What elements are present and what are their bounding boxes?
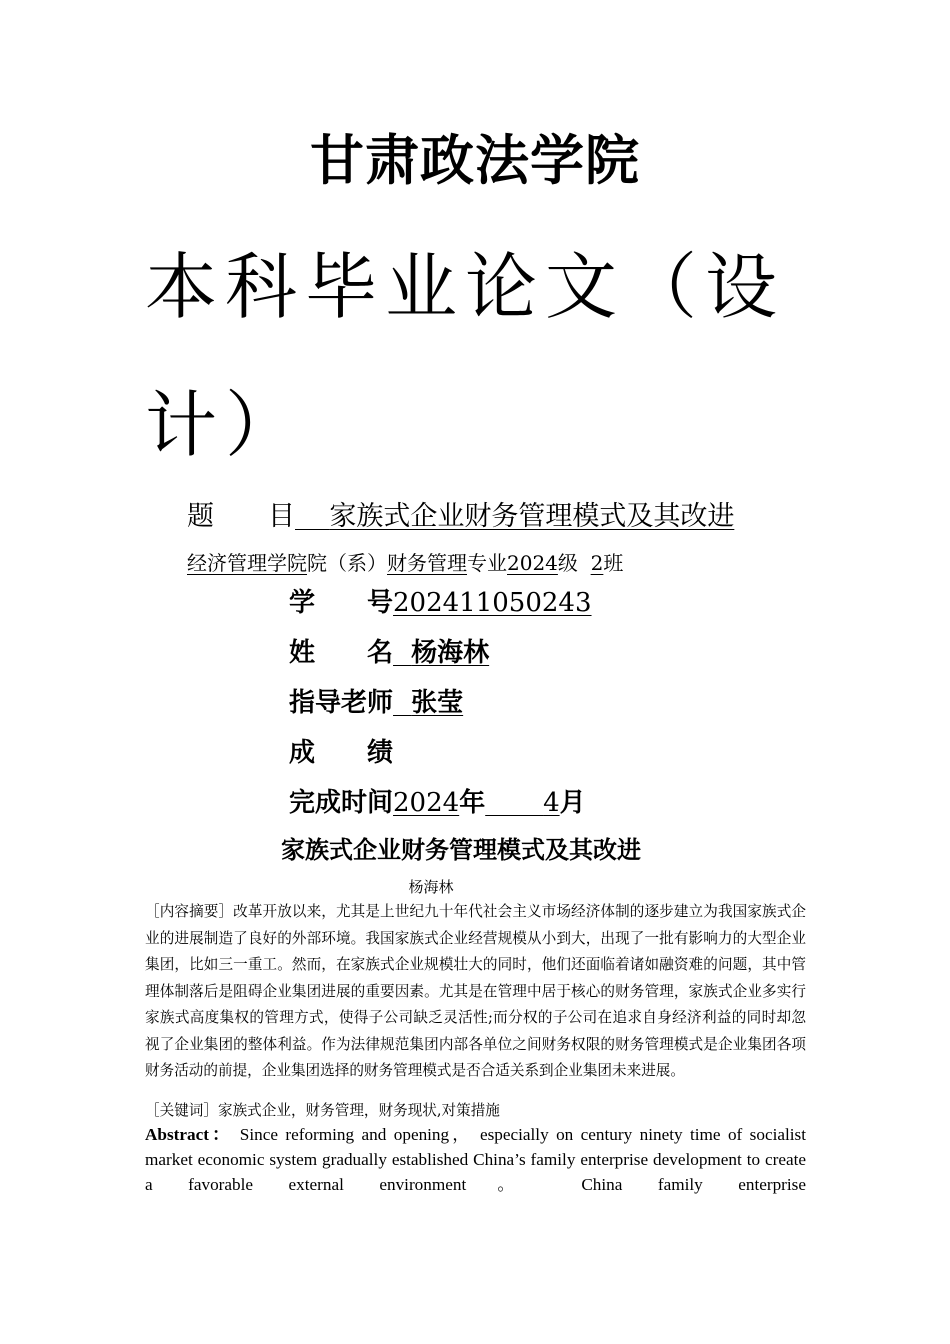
name-label: 姓 名	[289, 638, 394, 668]
paper-author: 杨海林	[408, 878, 454, 896]
document-type-title: 本科毕业论文（设计）	[145, 245, 786, 467]
name-value: 杨海林	[411, 638, 490, 668]
abstract-cn-text: 改革开放以来，尤其是上世纪九十年代社会主义市场经济体制的逐步建立为我国家族式企业的进展制造了良好的外部环境。我国家族式企业经营规模从小到大，出现了一批有影响力的大型企业集团，比如三一重工。然而，在家族式企业规模壮大的同时，他们还面临着诸如融资难的问题，其中管理体制落后是阻碍企业集团进展的重要因素。尤其是在管理中居于核心的财务管理，家族式企业多实行家族式高度集权的管理方式，使得子公司缺乏灵活性;而分权的子公司在追求自身经济利益的同时却忽视了企业集团的整体利益。作为法律规范集团内部各单位之间财务权限的财务管理模式是企业集团各项财务活动的前提，企业集团选择的财务管理模式是否合适关系到企业集团未来进展。	[145, 903, 806, 1079]
abstract-cn-label: ［内容摘要］	[145, 903, 234, 920]
topic-row	[187, 494, 734, 533]
completion-row	[289, 782, 586, 819]
grade-value: 2024	[507, 551, 558, 575]
topic-label: 题 目	[187, 501, 295, 532]
major-value: 财务管理	[387, 551, 467, 575]
school-name: 甘肃政法学院	[310, 129, 640, 192]
student-id-label: 学 号	[289, 588, 394, 618]
abstract-en-text: Since reforming and opening， especially on century ninety time of socialist market economic system gradually established China’s family enterprise development to create a favorable external environment。 China family enterprise	[145, 1125, 806, 1194]
keywords-row	[145, 1099, 500, 1120]
student-id-value: 202411050243	[393, 588, 592, 618]
department-row	[187, 547, 623, 576]
abstract-cn	[145, 899, 806, 1085]
topic-value: 家族式企业财务管理模式及其改进	[329, 501, 735, 532]
major-suffix: 专业	[467, 551, 507, 575]
completion-year: 2024	[393, 788, 460, 818]
class-suffix: 班	[603, 551, 624, 575]
month-char: 月	[559, 788, 586, 818]
year-char: 年	[459, 788, 486, 818]
completion-month: 4	[543, 788, 560, 818]
department-value: 经济管理学院	[187, 551, 307, 575]
grade-suffix: 级	[557, 551, 578, 575]
student-id-row	[289, 582, 592, 619]
completion-label: 完成时间	[289, 788, 394, 818]
class-value: 2	[590, 551, 604, 575]
keywords-text: 家族式企业，财务管理，财务现状,对策措施	[217, 1102, 500, 1119]
advisor-row	[289, 682, 463, 719]
department-suffix: 院（系）	[307, 551, 387, 575]
abstract-en-label: Abstract：	[145, 1125, 233, 1144]
advisor-label: 指导老师	[289, 688, 394, 718]
name-row	[289, 632, 489, 669]
paper-title: 家族式企业财务管理模式及其改进	[281, 836, 641, 864]
score-row	[289, 732, 393, 769]
keywords-label: ［关键词］	[145, 1102, 218, 1119]
advisor-value: 张莹	[411, 688, 464, 718]
abstract-en	[145, 1122, 806, 1197]
score-label: 成 绩	[289, 738, 394, 768]
